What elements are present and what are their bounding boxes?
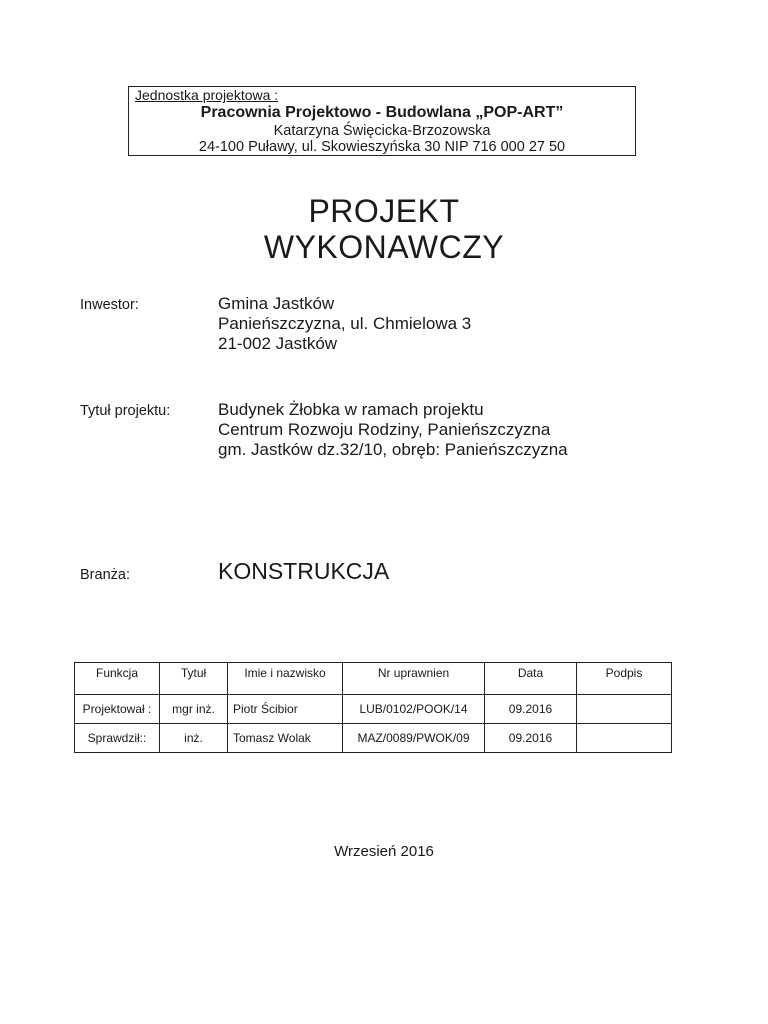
- table-header: Podpis: [577, 663, 672, 695]
- signature-cell: [577, 724, 672, 753]
- industry-value: KONSTRUKCJA: [218, 558, 390, 584]
- project-title-line1: Budynek Żłobka w ramach projektu: [218, 400, 484, 419]
- table-header: Funkcja: [75, 663, 160, 695]
- table-cell: 09.2016: [485, 724, 577, 753]
- document-date: Wrzesień 2016: [334, 843, 434, 860]
- table-cell: Projektował :: [75, 695, 160, 724]
- table-cell: LUB/0102/POOK/14: [343, 695, 485, 724]
- table-cell: Tomasz Wolak: [228, 724, 343, 753]
- table-cell: Sprawdził::: [75, 724, 160, 753]
- signature-table: [74, 662, 672, 753]
- investor-label: Inwestor:: [80, 297, 139, 313]
- company-address: 24-100 Puławy, ul. Skowieszyńska 30 NIP 716 000 27 50: [198, 139, 566, 155]
- project-title-label: Tytuł projektu:: [80, 403, 171, 419]
- project-title-line2: Centrum Rozwoju Rodziny, Panieńszczyzna: [218, 420, 551, 439]
- table-row: [75, 724, 672, 753]
- signature-cell: [577, 695, 672, 724]
- company-name: Pracownia Projektowo - Budowlana „POP-ART”: [200, 104, 564, 121]
- industry-label: Branża:: [80, 567, 130, 583]
- design-unit-label: Jednostka projektowa :: [135, 87, 279, 103]
- table-cell: inż.: [160, 724, 228, 753]
- table-cell: mgr inż.: [160, 695, 228, 724]
- table-header: Tytuł: [160, 663, 228, 695]
- document-title-line1: PROJEKT: [308, 193, 460, 229]
- table-cell: MAZ/0089/PWOK/09: [343, 724, 485, 753]
- investor-street: Panieńszczyzna, ul. Chmielowa 3: [218, 314, 472, 333]
- design-unit-box: [128, 86, 636, 156]
- table-header: Data: [485, 663, 577, 695]
- investor-name: Gmina Jastków: [218, 294, 335, 313]
- table-header: Imie i nazwisko: [228, 663, 343, 695]
- investor-city: 21-002 Jastków: [218, 334, 338, 353]
- project-title-line3: gm. Jastków dz.32/10, obręb: Panieńszczyzna: [218, 440, 568, 459]
- table-cell: Piotr Ścibior: [228, 695, 343, 724]
- document-title-line2: WYKONAWCZY: [263, 229, 505, 265]
- table-header: Nr uprawnien: [343, 663, 485, 695]
- company-owner: Katarzyna Święcicka-Brzozowska: [273, 123, 491, 139]
- table-cell: 09.2016: [485, 695, 577, 724]
- table-header-row: [75, 663, 672, 695]
- table-row: [75, 695, 672, 724]
